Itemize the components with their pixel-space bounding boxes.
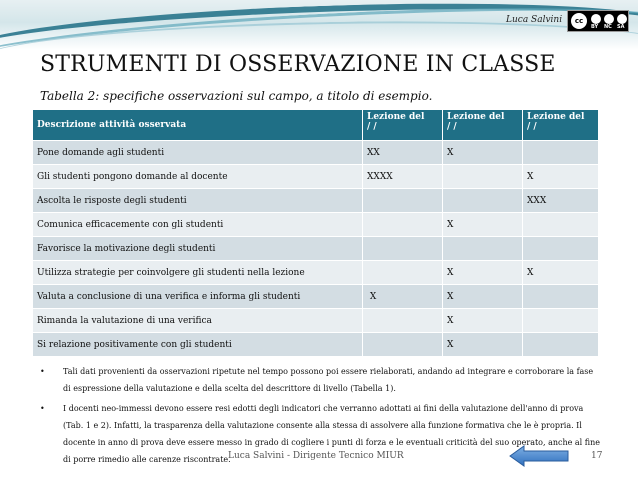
table-row [33,285,599,309]
table-row [33,309,599,333]
lesson-3-cell: XXX [523,189,599,213]
lesson-header-label: Lezione del [527,112,585,122]
header-author: Luca Salvini [506,15,563,25]
lesson-1-cell: X [363,285,443,309]
bullet-marker: • [40,367,45,376]
lesson-header-date: / / [527,122,537,132]
lesson-3-cell [523,141,599,165]
by-label: BY [591,24,599,30]
header-decoration [0,0,638,50]
sa-label: SA [617,24,625,30]
lesson-3-cell: X [523,261,599,285]
lesson-header-label: Lezione del [367,112,425,122]
table-row [33,237,599,261]
activity-cell: Comunica efficacemente con gli studenti [33,213,363,237]
table-row [33,141,599,165]
lesson-3-cell [523,309,599,333]
note-text: I docenti neo-immessi devono essere resi edotti degli indicatori che verranno adottati ai fini della valutazione dell'anno di prova (Tab. 1 e 2). Infatti, la trasparenza della valutazione consente alla stessa di assolvere alla funzione formativa che le è propria. Il docente in anno di prova deve essere messo in grado di cogliere i punti di forza e le eventuali criticità del suo operato, anche al fine di porre rimedio alle carenze riscontrate. [63,404,600,464]
lesson-2-cell [443,189,523,213]
lesson-2-cell [443,237,523,261]
lesson-2-cell: X [443,309,523,333]
lesson-header-label: Lezione del [447,112,505,122]
lesson-header-date: / / [447,122,457,132]
activity-cell: Pone domande agli studenti [33,141,363,165]
lesson-2-cell: X [443,261,523,285]
slide-title: STRUMENTI DI OSSERVAZIONE IN CLASSE [40,52,556,77]
footer-author: Luca Salvini - Dirigente Tecnico MIUR [228,451,404,461]
activity-cell: Ascolta le risposte degli studenti [33,189,363,213]
table-row [33,165,599,189]
lesson-1-cell [363,189,443,213]
bullet-marker: • [40,404,45,413]
back-arrow-icon[interactable] [508,444,570,468]
lesson-1-cell [363,213,443,237]
lesson-1-cell: XX [363,141,443,165]
lesson-1-cell [363,309,443,333]
lesson-3-cell: X [523,165,599,189]
table-row [33,189,599,213]
lesson-2-cell: X [443,285,523,309]
note-text: Tali dati provenienti da osservazioni ripetute nel tempo possono poi essere rielaborati, andando ad integrare e corroborare la fase di espressione della valutazione e della scelta del descrittore di livello (Tabella 1). [63,367,594,393]
table-row [33,213,599,237]
lesson-1-cell: XXXX [363,165,443,189]
table-row [33,333,599,357]
lesson-2-cell [443,165,523,189]
cc-icon: cc [571,13,587,29]
lesson-header-date: / / [367,122,377,132]
lesson-1-cell [363,261,443,285]
lesson-2-cell: X [443,333,523,357]
lesson-3-cell [523,333,599,357]
table-header-row [33,110,599,141]
page-number: 17 [591,451,603,461]
activity-cell: Valuta a conclusione di una verifica e informa gli studenti [33,285,363,309]
lesson-1-cell [363,333,443,357]
nc-label: NC [604,24,612,30]
lesson-3-cell [523,285,599,309]
lesson-2-cell: X [443,141,523,165]
activity-cell: Favorisce la motivazione degli studenti [33,237,363,261]
activity-cell: Si relazione positivamente con gli studenti [33,333,363,357]
cc-license-badge[interactable] [567,10,629,32]
column-header-lesson-2 [443,110,523,141]
lesson-2-cell: X [443,213,523,237]
lesson-3-cell [523,237,599,261]
table-row [33,261,599,285]
lesson-3-cell [523,213,599,237]
column-header-activity: Descrizione attività osservata [33,110,363,141]
activity-cell: Gli studenti pongono domande al docente [33,165,363,189]
activity-cell: Utilizza strategie per coinvolgere gli studenti nella lezione [33,261,363,285]
column-header-lesson-1 [363,110,443,141]
lesson-1-cell [363,237,443,261]
column-header-lesson-3 [523,110,599,141]
table-caption: Tabella 2: specifiche osservazioni sul campo, a titolo di esempio. [40,89,433,103]
observation-table [32,109,599,357]
list-item [40,363,600,397]
activity-cell: Rimanda la valutazione di una verifica [33,309,363,333]
